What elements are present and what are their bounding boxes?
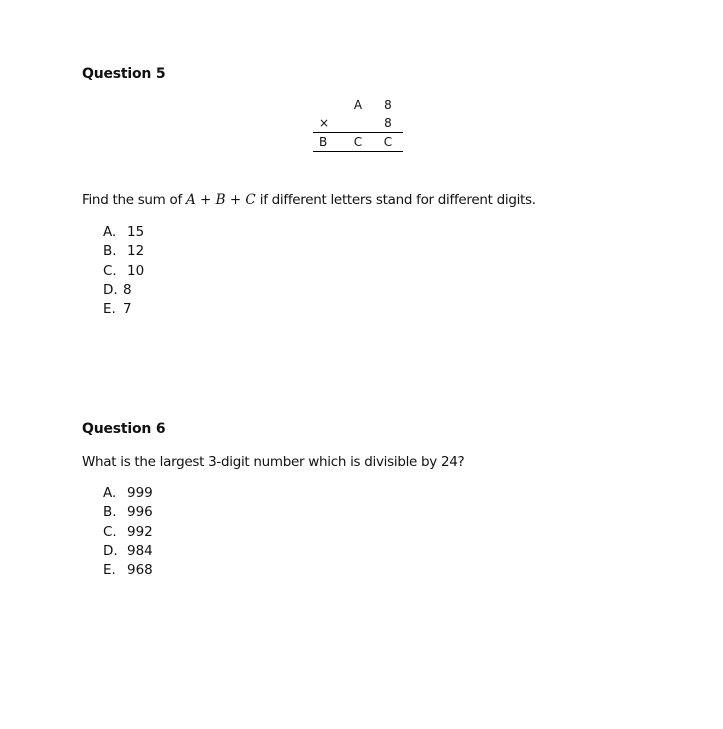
option[interactable] (103, 523, 153, 542)
option-label: C. (103, 262, 117, 279)
cell: 8 (384, 98, 392, 112)
multiplication-row-2 (313, 114, 403, 133)
question-5-title: Question 5 (82, 66, 166, 82)
option-value: 984 (127, 542, 153, 559)
option-label: D. (103, 542, 118, 559)
option-label: A. (103, 485, 117, 501)
option-label: B. (103, 243, 117, 260)
question-6-prompt: What is the largest 3-digit number which is divisible by 24? (82, 454, 465, 470)
question-6-options (103, 484, 153, 580)
var-b: B (215, 192, 226, 208)
option[interactable] (103, 242, 144, 261)
cell: C (343, 133, 373, 152)
cell (343, 114, 373, 133)
prompt-text: Find the sum of (82, 192, 186, 208)
option-label: A. (103, 224, 117, 240)
cell (313, 96, 343, 114)
question-5-options (103, 223, 144, 319)
plus-sign: + (229, 192, 242, 208)
question-5-prompt (82, 192, 536, 208)
option-value: 992 (127, 523, 153, 540)
option-label: E. (103, 562, 116, 579)
option-label: D. (103, 281, 118, 298)
prompt-text: if different letters stand for different digits. (255, 192, 536, 208)
option[interactable] (103, 503, 153, 522)
option-value: 996 (127, 504, 153, 521)
option-value: 15 (127, 224, 145, 240)
option-value: 968 (127, 562, 153, 579)
option-label: C. (103, 523, 117, 540)
option[interactable] (103, 484, 153, 503)
var-a: A (185, 192, 196, 208)
var-c: C (245, 192, 256, 208)
times-sign: × (319, 116, 330, 130)
cell: 8 (384, 116, 392, 130)
option[interactable] (103, 223, 144, 242)
math-expression (186, 192, 256, 208)
cell: A (353, 98, 363, 112)
option-value: 7 (123, 301, 132, 318)
option-value: 10 (127, 262, 145, 279)
option[interactable] (103, 262, 144, 281)
option-value: 12 (127, 243, 145, 260)
option-value: 999 (127, 485, 153, 501)
cell: B (313, 133, 343, 152)
option[interactable] (103, 281, 144, 300)
option[interactable] (103, 300, 144, 319)
multiplication-row-1 (313, 96, 403, 114)
option-label: E. (103, 301, 116, 318)
multiplication-puzzle (313, 96, 403, 152)
option[interactable] (103, 561, 153, 580)
option-label: B. (103, 504, 117, 521)
option[interactable] (103, 542, 153, 561)
plus-sign: + (199, 192, 212, 208)
option-value: 8 (123, 281, 132, 298)
cell: C (373, 133, 403, 152)
multiplication-result-row (313, 133, 403, 152)
question-6-title: Question 6 (82, 421, 166, 437)
